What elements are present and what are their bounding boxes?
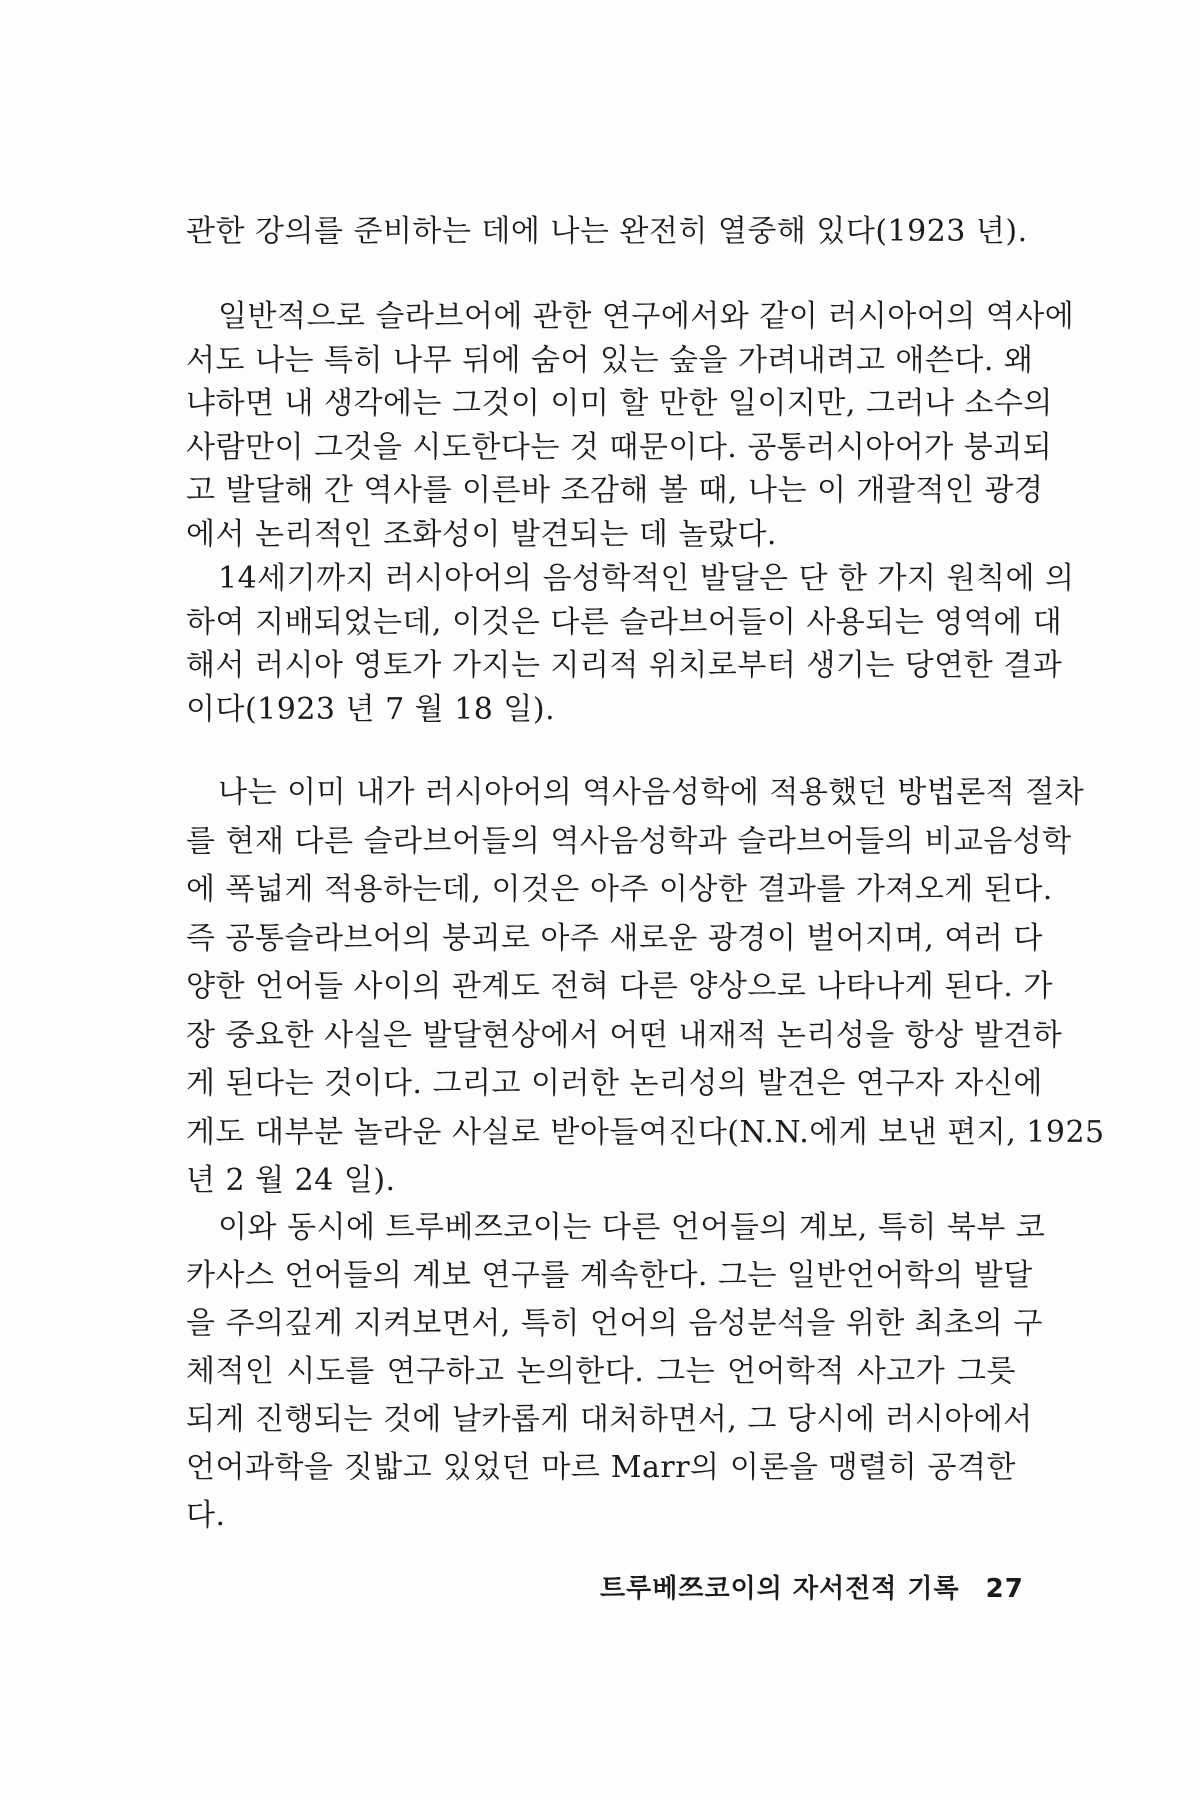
text-line: 사람만이 그것을 시도한다는 것 때문이다. 공통러시아어가 붕괴되 — [186, 429, 1053, 465]
text-line: 언어과학을 짓밟고 있었던 마르 Marr의 이론을 맹렬히 공격한 — [186, 1450, 1016, 1485]
paragraph-5 — [186, 1204, 1046, 1540]
text-line: 양한 언어들 사이의 관계도 전혀 다른 양상으로 나타나게 된다. 가 — [186, 969, 1053, 1004]
text-line: 에 폭넓게 적용하는데, 이것은 아주 이상한 결과를 가져오게 된다. — [186, 872, 1053, 907]
text-line: 을 주의깊게 지켜보면서, 특히 언어의 음성분석을 위한 최초의 구 — [186, 1306, 1043, 1341]
text-line: 카사스 언어들의 계보 연구를 계속한다. 그는 일반언어학의 발달 — [186, 1258, 1033, 1293]
page-number: 27 — [985, 1574, 1024, 1604]
text-line: 관한 강의를 준비하는 데에 나는 완전히 열중해 있다(1923 년). — [186, 214, 1028, 249]
text-line: 이와 동시에 트루베쯔코이는 다른 언어들의 계보, 특히 북부 코 — [218, 1210, 1046, 1245]
text-line: 게 된다는 것이다. 그리고 이러한 논리성의 발견은 연구자 자신에 — [186, 1066, 1043, 1101]
text-line: 년 2 월 24 일). — [186, 1163, 396, 1198]
page-footer — [600, 1572, 1024, 1606]
text-line: 를 현재 다른 슬라브어들의 역사음성학과 슬라브어들의 비교음성학 — [186, 823, 1072, 859]
text-line: 다. — [186, 1498, 226, 1533]
text-line: 일반적으로 슬라브어에 관한 연구에서와 같이 러시아어의 역사에 — [218, 299, 1075, 334]
running-title: 트루베쯔코이의 자서전적 기록 — [600, 1574, 960, 1604]
text-line: 나는 이미 내가 러시아어의 역사음성학에 적용했던 방법론적 절차 — [218, 775, 1085, 810]
text-line: 에서 논리적인 조화성이 발견되는 데 놀랐다. — [186, 516, 777, 552]
text-line: 체적인 시도를 연구하고 논의한다. 그는 언어학적 사고가 그릇 — [186, 1354, 1016, 1389]
text-line: 장 중요한 사실은 발달현상에서 어떤 내재적 논리성을 항상 발견하 — [186, 1017, 1063, 1053]
text-line: 고 발달해 간 역사를 이른바 조감해 볼 때, 나는 이 개괄적인 광경 — [186, 473, 1044, 508]
paragraph-2 — [186, 295, 1075, 556]
text-line: 게도 대부분 놀라운 사실로 받아들여진다(N.N.에게 보낸 편지, 1925 — [186, 1114, 1105, 1150]
text-line: 해서 러시아 영토가 가지는 지리적 위치로부터 생기는 당연한 결과 — [186, 648, 1063, 683]
text-line: 냐하면 내 생각에는 그것이 이미 할 만한 일이지만, 그러나 소수의 — [186, 386, 1053, 421]
text-line: 서도 나는 특히 나무 뒤에 숨어 있는 숲을 가려내려고 애쓴다. 왜 — [186, 342, 1034, 378]
paragraph-3 — [186, 557, 1075, 731]
paragraph-1 — [186, 212, 1028, 252]
text-line: 하여 지배되었는데, 이것은 다른 슬라브어들이 사용되는 영역에 대 — [186, 604, 1063, 640]
text-line: 즉 공통슬라브어의 붕괴로 아주 새로운 광경이 벌어지며, 여러 다 — [186, 920, 1043, 956]
text-line: 이다(1923 년 7 월 18 일). — [186, 691, 556, 727]
paragraph-4 — [186, 769, 1105, 1206]
text-line: 14세기까지 러시아어의 음성학적인 발달은 단 한 가지 원칙에 의 — [218, 561, 1075, 596]
text-line: 되게 진행되는 것에 날카롭게 대처하면서, 그 당시에 러시아에서 — [186, 1402, 1033, 1437]
